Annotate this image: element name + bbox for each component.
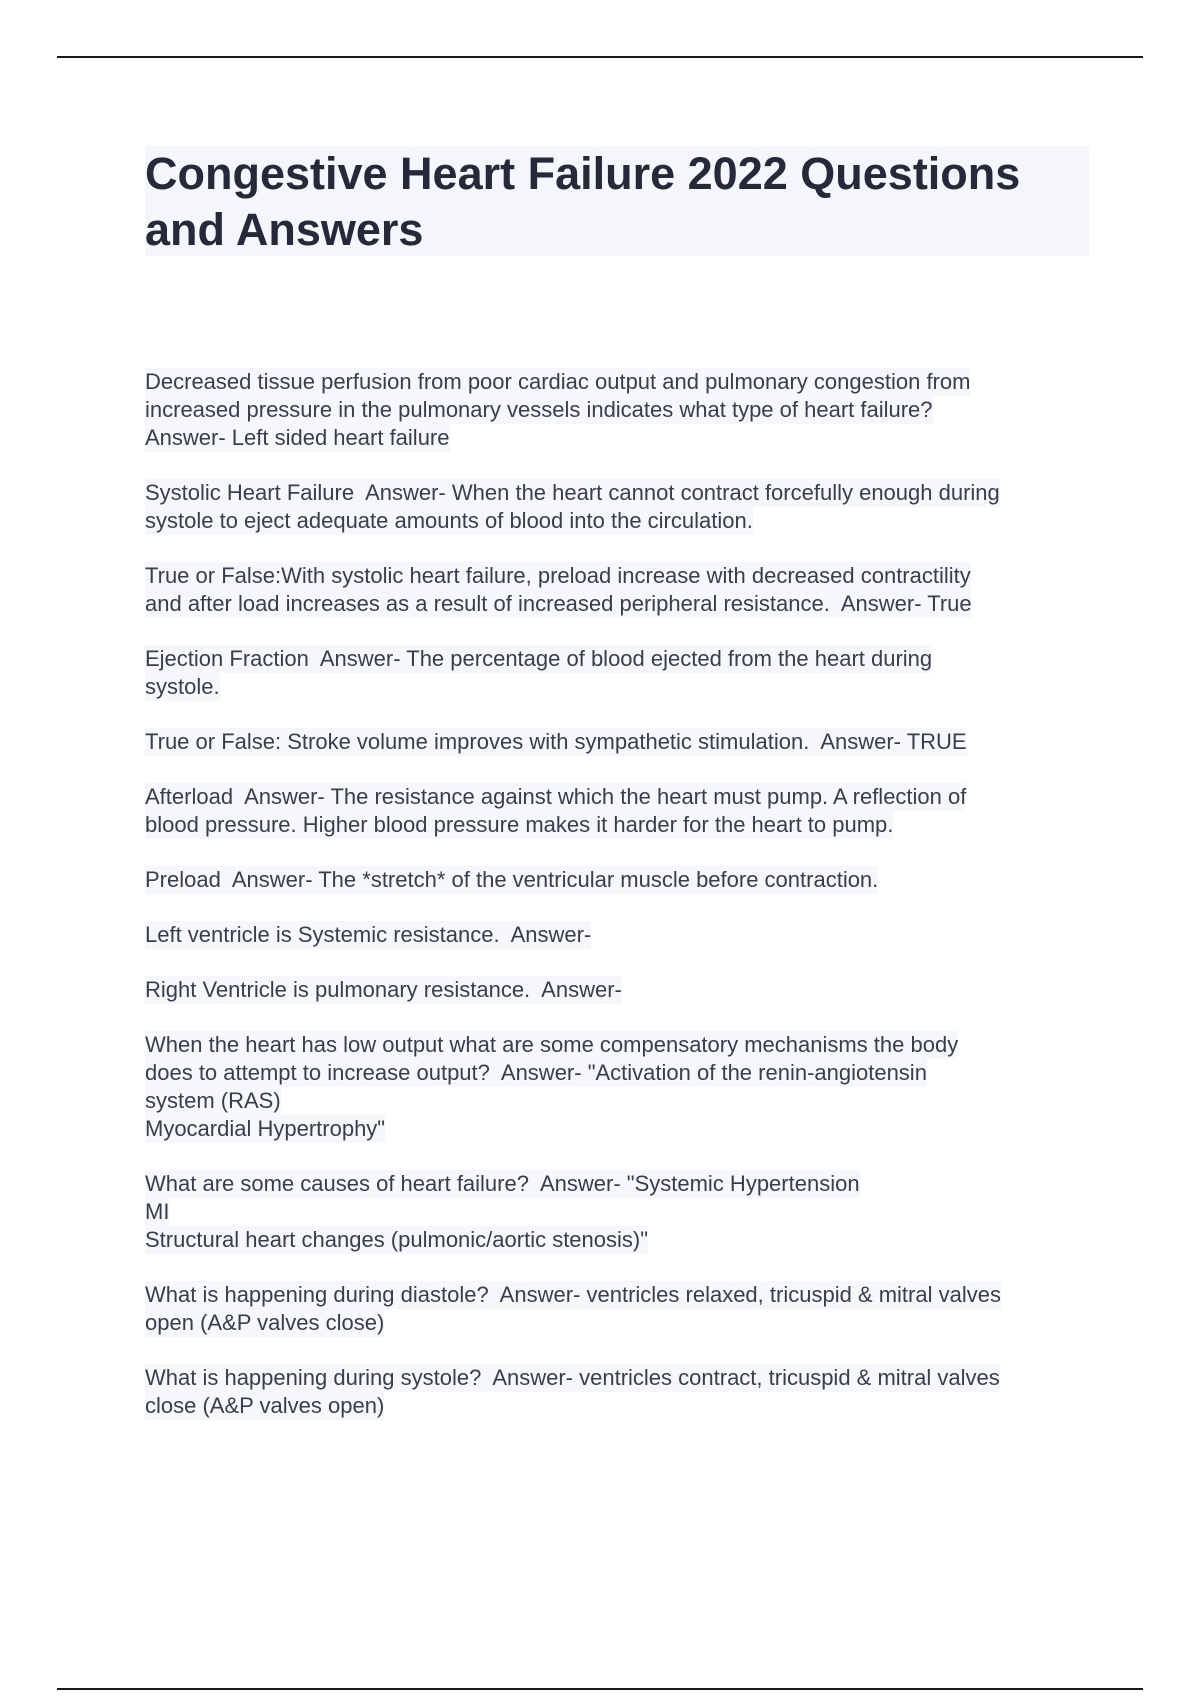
qa-line: open (A&P valves close) (145, 1310, 385, 1335)
qa-line: True or False: Stroke volume improves with sympathetic stimulation. Answer- TRUE (145, 729, 967, 754)
document-title: Congestive Heart Failure 2022 Questions and Answers (145, 148, 1021, 255)
qa-line: MI (145, 1199, 170, 1224)
qa-line: When the heart has low output what are some compensatory mechanisms the body (145, 1032, 959, 1057)
qa-item (145, 645, 1095, 701)
qa-line: and after load increases as a result of increased peripheral resistance. Answer- True (145, 591, 972, 616)
qa-item (145, 728, 1095, 756)
qa-line: True or False:With systolic heart failure, preload increase with decreased contractility (145, 563, 971, 588)
qa-line: Left ventricle is Systemic resistance. Answer- (145, 922, 592, 947)
qa-item (145, 921, 1095, 949)
qa-line: Structural heart changes (pulmonic/aortic stenosis)" (145, 1227, 649, 1252)
qa-line: system (RAS) (145, 1088, 281, 1113)
qa-line: systole. (145, 674, 220, 699)
qa-line: close (A&P valves open) (145, 1393, 385, 1418)
qa-line: Myocardial Hypertrophy" (145, 1116, 386, 1141)
qa-line: Decreased tissue perfusion from poor cardiac output and pulmonary congestion from (145, 369, 971, 394)
qa-line: What are some causes of heart failure? Answer- "Systemic Hypertension (145, 1171, 860, 1196)
qa-item (145, 1281, 1095, 1337)
qa-line: Answer- Left sided heart failure (145, 425, 450, 450)
qa-line: does to attempt to increase output? Answer- "Activation of the renin-angiotensin (145, 1060, 927, 1085)
qa-item (145, 1031, 1095, 1143)
qa-line: systole to eject adequate amounts of blood into the circulation. (145, 508, 753, 533)
qa-item (145, 866, 1095, 894)
title-block (145, 146, 1089, 256)
qa-line: Ejection Fraction Answer- The percentage of blood ejected from the heart during (145, 646, 933, 671)
qa-item (145, 1170, 1095, 1254)
qa-line: Systolic Heart Failure Answer- When the heart cannot contract forcefully enough during (145, 480, 1000, 505)
qa-line: What is happening during diastole? Answer- ventricles relaxed, tricuspid & mitral valves (145, 1282, 1001, 1307)
qa-line: Preload Answer- The *stretch* of the ventricular muscle before contraction. (145, 867, 879, 892)
qa-line: Right Ventricle is pulmonary resistance. Answer- (145, 977, 622, 1002)
bottom-rule (57, 1688, 1143, 1690)
qa-line: What is happening during systole? Answer- ventricles contract, tricuspid & mitral valves (145, 1365, 1000, 1390)
qa-item (145, 562, 1095, 618)
qa-item (145, 783, 1095, 839)
qa-item (145, 1364, 1095, 1420)
qa-item (145, 479, 1095, 535)
qa-item (145, 976, 1095, 1004)
qa-item (145, 368, 1095, 452)
top-rule (57, 56, 1143, 58)
qa-line: increased pressure in the pulmonary vessels indicates what type of heart failure? (145, 397, 933, 422)
qa-line: Afterload Answer- The resistance against which the heart must pump. A reflection of (145, 784, 967, 809)
qa-list (145, 368, 1095, 1447)
qa-line: blood pressure. Higher blood pressure makes it harder for the heart to pump. (145, 812, 894, 837)
